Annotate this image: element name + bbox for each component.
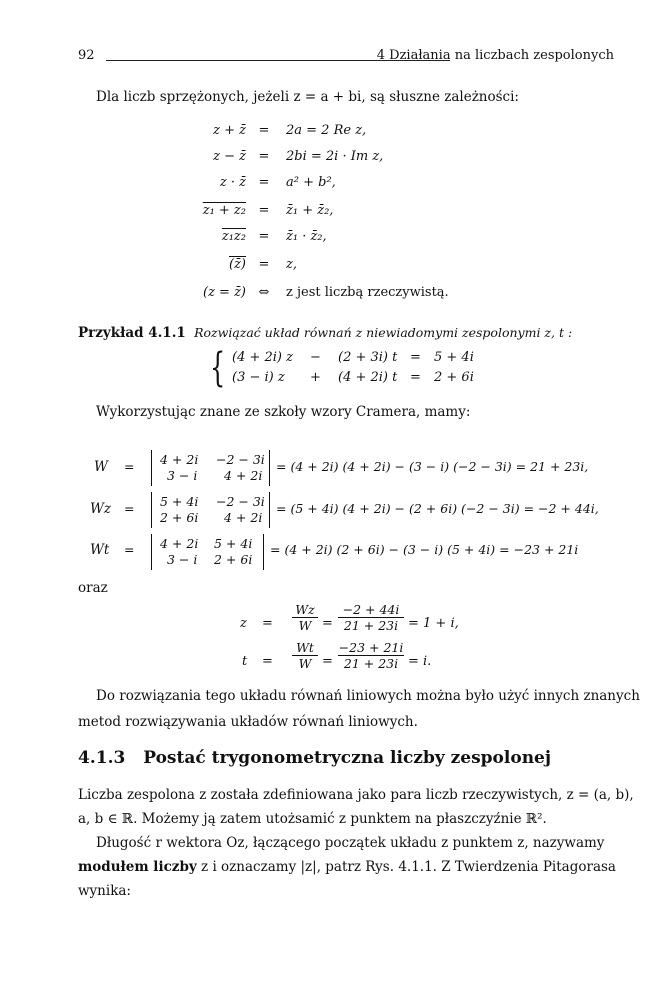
det-equals: = [124,501,135,516]
det-m22: 4 + 2i [224,468,263,483]
det-bar-right [269,450,270,486]
intro-text: Dla liczb sprzężonych, jeżeli z = a + bi, są słuszne zależności: [96,89,519,105]
section-p2-line3: wynika: [78,883,131,899]
fraction-den: 21 + 23i [338,655,404,671]
bold-term: modułem liczby [78,859,197,875]
system-op: − [310,350,321,365]
example-statement: Rozwiązać układ równań z niewiadomymi zespolonymi z, t : [194,325,573,340]
equals-sign: = [322,654,333,669]
det-m12: −2 − 3i [216,452,265,467]
fraction-den: 21 + 23i [338,617,404,633]
solution-rel: = [262,616,273,631]
solution-result: = 1 + i, [408,616,459,631]
det-equals: = [124,459,135,474]
left-brace: { [210,345,226,391]
fraction-den: W [292,655,318,671]
section-p2-line2-rest: z i oznaczamy |z|, patrz Rys. 4.1.1. Z Twierdzenia Pitagorasa [201,859,616,875]
section-p2-line1: Długość r wektora Oz, łączącego początek układu z punktem z, nazywamy [96,835,605,851]
identity-rel: = [258,257,270,272]
identity-rhs: z, [286,257,297,272]
system-op: + [310,370,321,385]
det-bar-left [151,450,152,486]
system-b: (4 + 2i) t [338,370,398,385]
closing-line-2: metod rozwiązywania układów równań liniowych. [78,714,418,730]
det-m22: 4 + 2i [224,510,263,525]
det-value: = (4 + 2i) (4 + 2i) − (3 − i) (−2 − 3i) = 21 + 23i, [276,459,589,474]
det-m12: −2 − 3i [216,494,265,509]
det-equals: = [124,542,135,557]
equals-sign: = [322,616,333,631]
identity-rhs: z̄₁ + z̄₂, [286,203,334,218]
cramer-intro: Wykorzystując znane ze szkoły wzory Cramera, mamy: [96,404,471,420]
solutions-block [236,602,496,682]
system-rel: = [410,370,421,385]
identity-rel: ⇔ [258,285,270,300]
fraction [338,602,404,633]
running-header [78,48,614,68]
system-a: (4 + 2i) z [232,350,293,365]
solution-var: t [242,654,248,669]
system-c: 5 + 4i [434,350,474,365]
det-m21: 3 − i [167,468,198,483]
det-value: = (5 + 4i) (4 + 2i) − (2 + 6i) (−2 − 3i) = −2 + 44i, [276,501,599,516]
det-m22: 2 + 6i [214,552,253,567]
det-bar-left [151,534,152,570]
det-name: Wt [90,542,110,558]
det-bar-right [263,534,264,570]
section-title: Postać trygonometryczna liczby zespolonej [143,748,552,768]
fraction-num: Wt [296,640,314,655]
det-name: Wz [90,501,111,517]
det-name: W [94,459,108,475]
system-rel: = [410,350,421,365]
identity-lhs: z − z̄ [213,149,246,164]
section-p1-line1: Liczba zespolona z została zdefiniowana jako para liczb rzeczywistych, z = (a, b), [78,787,634,803]
page-number: 92 [78,48,95,63]
identity-rhs: a² + b², [286,175,336,190]
fraction [292,602,318,633]
identity-lhs: z · z̄ [219,175,246,190]
fraction [292,640,318,671]
section-p1-line2: a, b ∈ ℝ. Możemy ją zatem utożsamić z punktem na płaszczyźnie ℝ². [78,811,547,827]
identities-block [186,121,516,311]
solution-result: = i. [408,654,432,669]
identity-rel: = [258,203,270,218]
fraction-num: Wz [295,602,315,617]
section-p2-line2 [78,857,616,877]
identity-rhs: 2a = 2 Re z, [286,123,367,138]
det-m11: 4 + 2i [160,536,199,551]
det-bar-left [151,492,152,528]
fraction [338,640,404,671]
det-value: = (4 + 2i) (2 + 6i) − (3 − i) (5 + 4i) = −23 + 21i [270,542,579,557]
system-c: 2 + 6i [434,370,474,385]
solution-rel: = [262,654,273,669]
solution-var: z [240,616,247,631]
determinants-block [90,450,630,580]
det-m11: 5 + 4i [160,494,199,509]
det-m21: 2 + 6i [160,510,199,525]
section-number: 4.1.3 [78,748,126,768]
system-a: (3 − i) z [232,370,285,385]
identity-lhs: z₁z₂ [221,229,246,244]
det-bar-right [269,492,270,528]
identity-lhs: z + z̄ [213,123,246,138]
example-heading [78,323,638,343]
fraction-den: W [292,617,318,633]
det-m21: 3 − i [167,552,198,567]
identity-rhs: z jest liczbą rzeczywistą. [286,285,449,300]
identity-rel: = [258,149,270,164]
example-label: Przykład 4.1.1 [78,325,186,341]
det-m11: 4 + 2i [160,452,199,467]
fraction-num: −23 + 21i [338,640,404,655]
identity-lhs: (z = z̄) [203,285,246,300]
identity-rhs: 2bi = 2i · Im z, [286,149,384,164]
identity-lhs: z₁ + z₂ [202,203,246,218]
closing-line-1: Do rozwiązania tego układu równań liniowych można było użyć innych znanych [96,688,640,704]
system-b: (2 + 3i) t [338,350,398,365]
det-m12: 5 + 4i [214,536,253,551]
identity-rel: = [258,123,270,138]
section-heading [78,748,551,768]
identity-lhs: (z̄) [229,257,246,272]
identity-rhs: z̄₁ · z̄₂, [286,229,327,244]
oraz-word: oraz [78,580,108,596]
identity-rel: = [258,175,270,190]
fraction-num: −2 + 44i [342,602,400,617]
chapter-title: 4 Działania na liczbach zespolonych [376,48,614,63]
identity-rel: = [258,229,270,244]
equation-system [210,346,510,390]
